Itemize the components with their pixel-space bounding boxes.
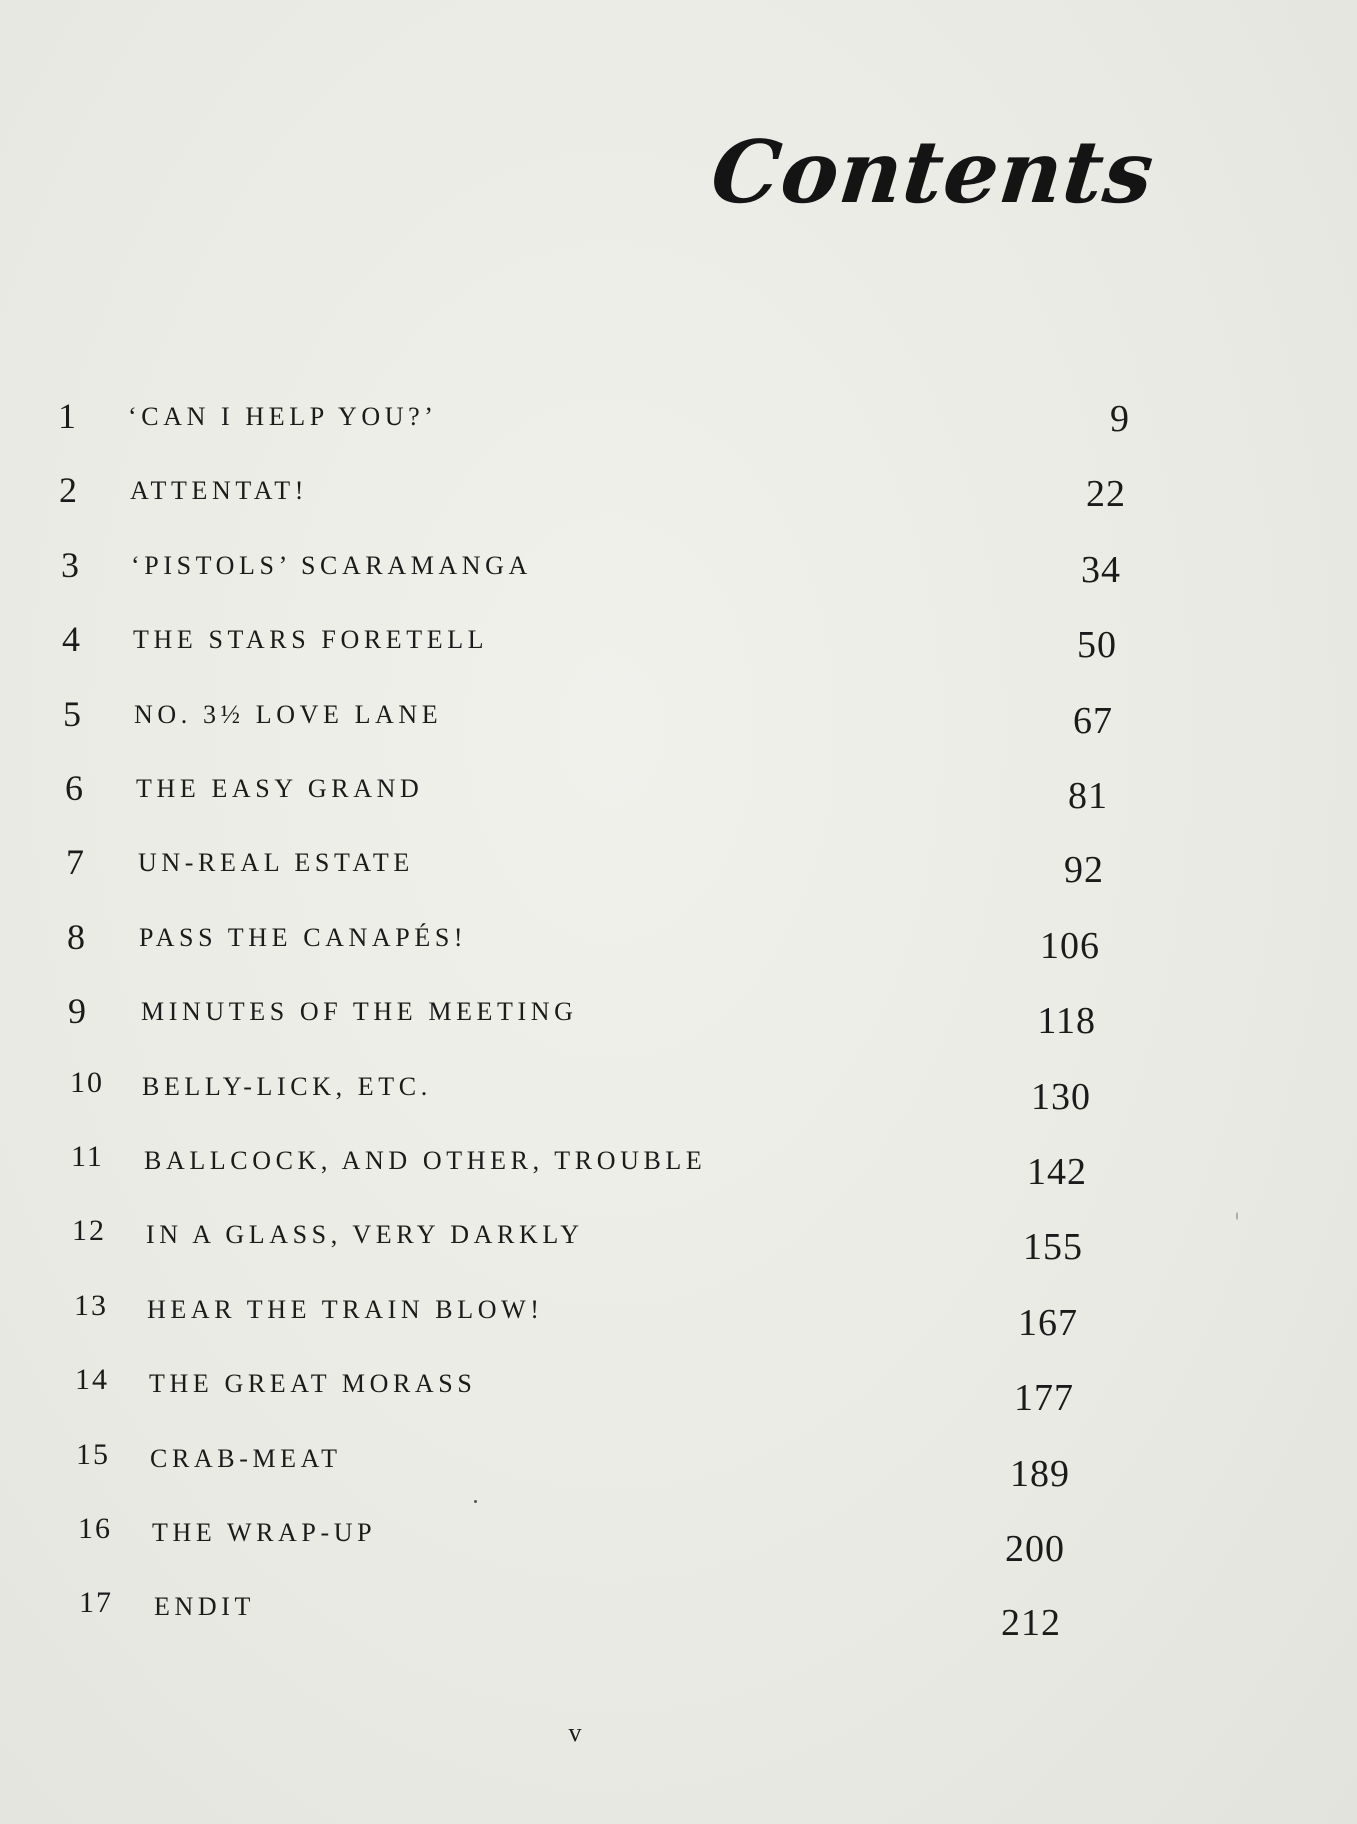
toc-entry — [0, 917, 1357, 967]
chapter-number: 12 — [72, 1214, 106, 1247]
toc-entry — [0, 768, 1357, 818]
chapter-number: 16 — [78, 1512, 112, 1545]
page-number: 81 — [1068, 775, 1108, 817]
chapter-number: 14 — [75, 1363, 109, 1396]
chapter-title: BELLY-LICK, ETC. — [142, 1072, 432, 1101]
page-number: 118 — [1037, 1000, 1096, 1042]
chapter-title: IN A GLASS, VERY DARKLY — [146, 1220, 584, 1249]
chapter-title: MINUTES OF THE MEETING — [141, 997, 578, 1026]
toc-entry — [0, 1512, 1357, 1570]
page-number: 200 — [1005, 1528, 1065, 1570]
page-number: 212 — [1001, 1602, 1061, 1644]
toc-entry — [0, 1363, 1357, 1419]
chapter-number: 7 — [66, 842, 86, 882]
page-number: 177 — [1014, 1377, 1074, 1419]
page-number: 189 — [1010, 1453, 1070, 1495]
chapter-title: BALLCOCK, AND OTHER, TROUBLE — [144, 1146, 707, 1175]
paper-speck — [1236, 1212, 1238, 1220]
chapter-title: PASS THE CANAPÉS! — [139, 923, 468, 952]
toc-entry — [0, 396, 1357, 446]
page-number: 92 — [1064, 849, 1104, 891]
toc-entry — [0, 991, 1357, 1041]
chapter-title: UN-REAL ESTATE — [138, 848, 414, 877]
toc-entry — [0, 1066, 1357, 1116]
toc-entry — [0, 1214, 1357, 1268]
page-number: 34 — [1081, 549, 1121, 591]
chapter-title: ‘PISTOLS’ SCARAMANGA — [131, 551, 532, 580]
toc-entry — [0, 1586, 1357, 1644]
chapter-title: ENDIT — [154, 1592, 255, 1621]
page-folio: v — [568, 1718, 582, 1747]
page-number: 22 — [1086, 473, 1126, 515]
page-number: 106 — [1040, 925, 1100, 967]
chapter-number: 1 — [58, 396, 78, 436]
toc-entry — [0, 694, 1357, 744]
toc-entry — [0, 842, 1357, 892]
page-number: 50 — [1077, 624, 1117, 666]
page-number: 9 — [1110, 398, 1130, 440]
chapter-title: NO. 3½ LOVE LANE — [134, 700, 443, 729]
chapter-number: 11 — [71, 1140, 104, 1173]
page-number: 130 — [1031, 1076, 1091, 1118]
toc-entry — [0, 1438, 1357, 1495]
chapter-title: THE WRAP-UP — [152, 1518, 377, 1547]
toc-entry — [0, 619, 1357, 669]
chapter-title: THE STARS FORETELL — [133, 625, 489, 654]
page-number: 155 — [1023, 1226, 1083, 1268]
page-number: 67 — [1073, 700, 1113, 742]
page-number: 142 — [1027, 1151, 1087, 1193]
chapter-number: 6 — [65, 768, 85, 808]
chapter-title: THE GREAT MORASS — [149, 1369, 477, 1398]
contents-title: Contents — [706, 122, 1159, 223]
chapter-number: 8 — [67, 917, 87, 957]
chapter-title: ATTENTAT! — [130, 476, 308, 505]
toc-entry — [0, 470, 1357, 520]
chapter-number: 5 — [63, 694, 83, 734]
toc-entry — [0, 1140, 1357, 1193]
page-number: 167 — [1018, 1302, 1078, 1344]
chapter-number: 13 — [74, 1289, 108, 1322]
chapter-number: 15 — [76, 1438, 110, 1471]
chapter-title: CRAB-MEAT — [150, 1444, 342, 1473]
chapter-number: 3 — [61, 545, 81, 585]
chapter-number: 17 — [79, 1586, 113, 1619]
chapter-title: ‘CAN I HELP YOU?’ — [128, 402, 438, 431]
chapter-number: 2 — [59, 470, 79, 510]
chapter-number: 4 — [62, 619, 82, 659]
chapter-number: 9 — [68, 991, 88, 1031]
toc-entry — [0, 1289, 1357, 1344]
paper-speck — [474, 1500, 477, 1503]
chapter-title: THE EASY GRAND — [136, 774, 424, 803]
toc-entry — [0, 545, 1357, 595]
chapter-title: HEAR THE TRAIN BLOW! — [147, 1295, 544, 1324]
chapter-number: 10 — [70, 1066, 104, 1099]
